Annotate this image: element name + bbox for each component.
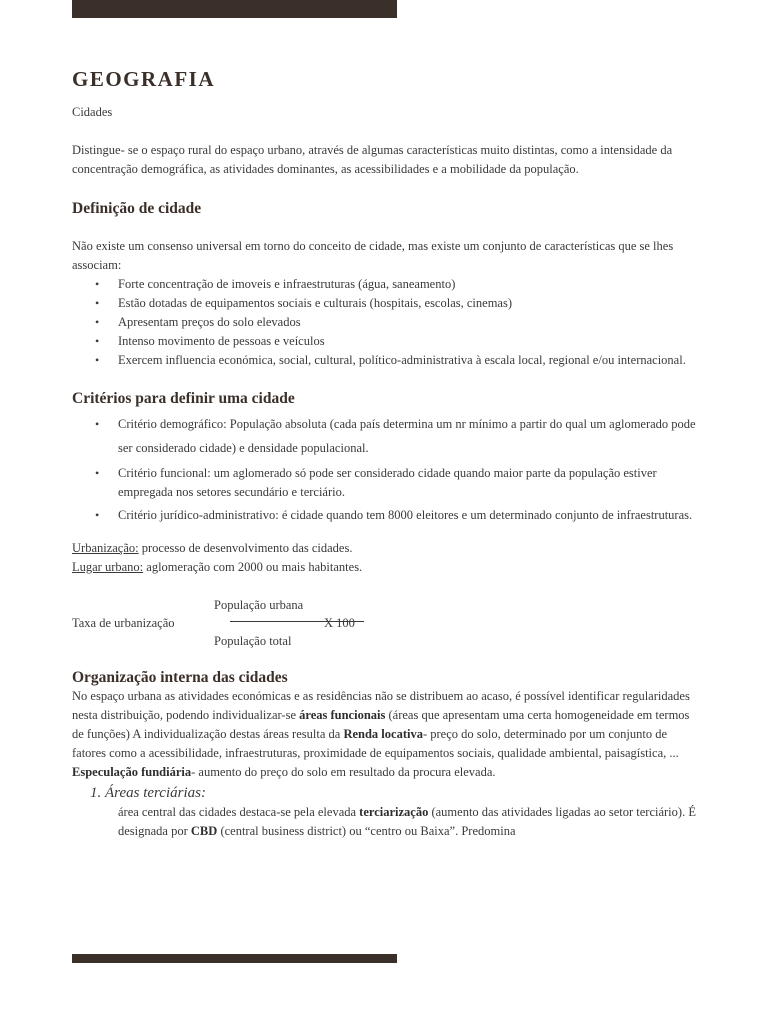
text-run: (áreas que apresentam uma certa homogeneidade em termos de funções) A individualização destas áreas resulta da: [72, 708, 690, 741]
list-item: • Critério funcional: um aglomerado só pode ser considerado cidade quando maior parte da população estiver empregada nos setores secundário e terciário.: [72, 464, 702, 502]
criterios-list: [72, 412, 702, 525]
text-run: - aumento do preço do solo em resultado da procura elevada.: [191, 765, 496, 779]
area-heading-terciarias: 1. Áreas terciárias:: [90, 785, 206, 801]
term-lugar-urbano: Lugar urbano:: [72, 560, 144, 574]
text-run: área central das cidades destaca-se pela elevada: [118, 805, 360, 819]
definition-urbanizacao: [72, 539, 702, 558]
text-run: - preço do solo, determinado por um conjunto de fatores como a acessibilidade, infraestruturas, proximidade de equipamentos sociais, qualidade ambiental, paisagística, ...: [72, 727, 679, 760]
urbanization-formula: [72, 596, 702, 652]
formula-denominator: População total: [214, 634, 292, 648]
section-heading-definicao: Definição de cidade: [72, 200, 202, 217]
especulacao-paragraph: [72, 763, 702, 782]
definicao-paragraph: Não existe um consenso universal em torno do conceito de cidade, mas existe um conjunto de características que se lhes associam:: [72, 239, 674, 272]
bold-term: Especulação fundiária: [72, 765, 192, 779]
text-run: (aumento das atividades ligadas ao setor terciário). É designada por: [118, 805, 696, 838]
document-subtitle: Cidades: [72, 105, 113, 119]
section-heading-organizacao: Organização interna das cidades: [72, 669, 288, 686]
list-item: • Estão dotadas de equipamentos sociais e culturais (hospitais, escolas, cinemas): [72, 294, 702, 313]
organizacao-paragraph: [72, 687, 702, 763]
bold-term: CBD: [190, 824, 218, 838]
list-item: • Apresentam preços do solo elevados: [72, 313, 702, 332]
list-item: • Intenso movimento de pessoas e veículos: [72, 332, 702, 351]
formula-label: Taxa de urbanização: [72, 616, 175, 630]
bottom-bar: [72, 954, 397, 963]
text-lugar-urbano: aglomeração com 2000 ou mais habitantes.: [143, 560, 363, 574]
list-item: • Critério jurídico-administrativo: é cidade quando tem 8000 eleitores e um determinado conjunto de infraestruturas.: [72, 506, 702, 525]
bold-term: terciarização: [359, 805, 429, 819]
definition-lugar-urbano: [72, 558, 702, 577]
formula-numerator: População urbana: [214, 598, 304, 612]
formula-multiplier: X 100: [324, 616, 355, 630]
list-item: • Forte concentração de imoveis e infraestruturas (água, saneamento): [72, 275, 702, 294]
definicao-list: [72, 275, 702, 370]
term-urbanizacao: Urbanização:: [72, 541, 139, 555]
bold-term: Renda locativa: [343, 727, 423, 741]
document-page: [72, 67, 702, 841]
list-item: • Critério demográfico: População absoluta (cada país determina um nr mínimo a partir do qual um aglomerado pode ser considerado cidade) e densidade populacional.: [72, 412, 702, 460]
text-run: No espaço urbana as atividades económicas e as residências não se distribuem ao acaso, é possível identificar regularidades nesta distribuição, podendo individualizar-se: [72, 689, 690, 722]
document-title: GEOGRAFIA: [72, 67, 216, 91]
area-terciarias-paragraph: [72, 803, 702, 841]
text-run: (central business district) ou “centro ou Baixa”. Predomina: [217, 824, 516, 838]
section-heading-criterios: Critérios para definir uma cidade: [72, 390, 295, 407]
bold-term: áreas funcionais: [299, 708, 386, 722]
intro-paragraph: Distingue- se o espaço rural do espaço urbano, através de algumas características muito distintas, como a intensidade da concentração demográfica, as atividades dominantes, as acessibilidades e a mobilidade da população.: [72, 143, 673, 176]
list-item: • Exercem influencia económica, social, cultural, político-administrativa à escala local, regional e/ou internacional.: [72, 351, 702, 370]
text-urbanizacao: processo de desenvolvimento das cidades.: [138, 541, 353, 555]
top-bar: [72, 0, 397, 18]
